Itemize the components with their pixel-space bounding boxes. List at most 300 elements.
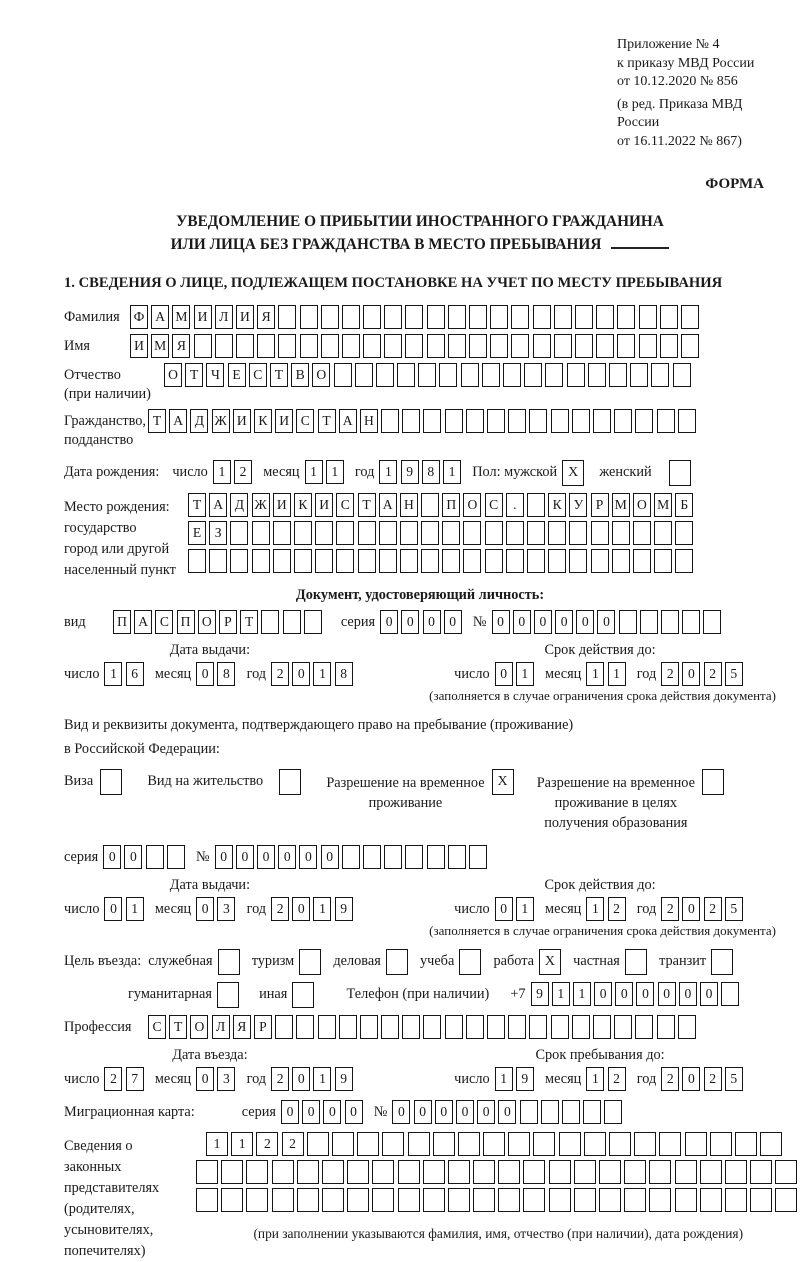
char-box[interactable] (635, 1015, 653, 1039)
char-box[interactable] (675, 1160, 697, 1184)
char-box[interactable]: К (294, 493, 312, 517)
char-box[interactable]: Т (358, 493, 376, 517)
char-box[interactable] (562, 1100, 580, 1124)
char-box[interactable] (402, 1015, 420, 1039)
char-box[interactable]: Р (219, 610, 237, 634)
char-box[interactable] (100, 769, 122, 795)
char-box[interactable]: Л (215, 305, 233, 329)
char-box[interactable] (357, 1132, 379, 1156)
char-box[interactable]: 0 (444, 610, 462, 634)
char-box[interactable]: Я (233, 1015, 251, 1039)
char-box[interactable] (294, 521, 312, 545)
char-box[interactable] (427, 845, 445, 869)
char-box[interactable] (363, 334, 381, 358)
char-box[interactable]: 1 (379, 460, 397, 484)
char-box[interactable]: М (612, 493, 630, 517)
char-box[interactable]: 2 (704, 1067, 722, 1091)
char-box[interactable]: 9 (401, 460, 419, 484)
char-box[interactable] (725, 1160, 747, 1184)
char-box[interactable]: 0 (299, 845, 317, 869)
char-box[interactable] (700, 1160, 722, 1184)
char-box[interactable]: Ж (212, 409, 230, 433)
char-box[interactable] (617, 334, 635, 358)
char-box[interactable]: Т (240, 610, 258, 634)
char-box[interactable]: 0 (682, 662, 700, 686)
char-box[interactable] (194, 334, 212, 358)
char-box[interactable] (548, 549, 566, 573)
char-box[interactable]: 2 (282, 1132, 304, 1156)
char-box[interactable]: 0 (435, 1100, 453, 1124)
char-box[interactable]: С (155, 610, 173, 634)
char-box[interactable] (278, 305, 296, 329)
char-box[interactable] (640, 610, 658, 634)
char-box[interactable] (639, 305, 657, 329)
char-box[interactable]: Т (270, 363, 288, 387)
char-box[interactable] (678, 409, 696, 433)
char-box[interactable] (146, 845, 164, 869)
char-box[interactable] (358, 521, 376, 545)
char-box[interactable]: 1 (126, 897, 144, 921)
char-box[interactable] (218, 949, 240, 975)
char-box[interactable] (273, 549, 291, 573)
char-box[interactable]: 8 (217, 662, 235, 686)
char-box[interactable] (750, 1160, 772, 1184)
char-box[interactable]: 0 (495, 897, 513, 921)
char-box[interactable] (660, 334, 678, 358)
char-box[interactable] (332, 1132, 354, 1156)
char-box[interactable] (545, 363, 563, 387)
char-box[interactable] (230, 549, 248, 573)
char-box[interactable]: X (562, 460, 584, 486)
char-box[interactable]: 1 (326, 460, 344, 484)
char-box[interactable]: М (151, 334, 169, 358)
char-box[interactable]: 0 (278, 845, 296, 869)
char-box[interactable]: И (273, 493, 291, 517)
char-box[interactable] (673, 363, 691, 387)
char-box[interactable]: 0 (682, 897, 700, 921)
char-box[interactable] (651, 363, 669, 387)
char-box[interactable]: 2 (256, 1132, 278, 1156)
char-box[interactable]: О (164, 363, 182, 387)
char-box[interactable] (167, 845, 185, 869)
char-box[interactable] (246, 1188, 268, 1212)
char-box[interactable] (775, 1160, 797, 1184)
char-box[interactable] (599, 1160, 621, 1184)
char-box[interactable]: 0 (292, 662, 310, 686)
char-box[interactable] (599, 1188, 621, 1212)
char-box[interactable] (702, 769, 724, 795)
char-box[interactable] (347, 1160, 369, 1184)
char-box[interactable]: 2 (661, 897, 679, 921)
char-box[interactable] (511, 305, 529, 329)
char-box[interactable] (236, 334, 254, 358)
char-box[interactable] (572, 1015, 590, 1039)
char-box[interactable] (572, 409, 590, 433)
char-box[interactable] (405, 845, 423, 869)
char-box[interactable]: . (506, 493, 524, 517)
char-box[interactable]: 0 (477, 1100, 495, 1124)
char-box[interactable] (423, 409, 441, 433)
char-box[interactable] (654, 521, 672, 545)
char-box[interactable]: К (254, 409, 272, 433)
char-box[interactable]: 0 (236, 845, 254, 869)
char-box[interactable]: Б (675, 493, 693, 517)
char-box[interactable]: 0 (292, 1067, 310, 1091)
char-box[interactable] (217, 982, 239, 1008)
char-box[interactable] (466, 1015, 484, 1039)
char-box[interactable]: 0 (103, 845, 121, 869)
char-box[interactable]: З (209, 521, 227, 545)
char-box[interactable]: 0 (682, 1067, 700, 1091)
char-box[interactable]: М (654, 493, 672, 517)
char-box[interactable]: 0 (345, 1100, 363, 1124)
char-box[interactable] (448, 845, 466, 869)
char-box[interactable]: 0 (321, 845, 339, 869)
char-box[interactable] (619, 610, 637, 634)
char-box[interactable]: Р (591, 493, 609, 517)
char-box[interactable] (448, 1160, 470, 1184)
char-box[interactable]: Н (400, 493, 418, 517)
char-box[interactable]: 0 (658, 982, 676, 1006)
char-box[interactable] (275, 1015, 293, 1039)
char-box[interactable]: 0 (423, 610, 441, 634)
char-box[interactable] (633, 521, 651, 545)
char-box[interactable] (604, 1100, 622, 1124)
char-box[interactable] (487, 409, 505, 433)
char-box[interactable]: 1 (313, 1067, 331, 1091)
char-box[interactable] (421, 521, 439, 545)
char-box[interactable] (490, 305, 508, 329)
char-box[interactable] (408, 1132, 430, 1156)
char-box[interactable]: 2 (271, 662, 289, 686)
char-box[interactable] (614, 409, 632, 433)
char-box[interactable]: 1 (305, 460, 323, 484)
char-box[interactable] (583, 1100, 601, 1124)
char-box[interactable] (506, 521, 524, 545)
char-box[interactable] (336, 521, 354, 545)
char-box[interactable]: И (194, 305, 212, 329)
char-box[interactable] (469, 845, 487, 869)
char-box[interactable] (612, 549, 630, 573)
char-box[interactable] (551, 1015, 569, 1039)
char-box[interactable] (609, 1132, 631, 1156)
char-box[interactable] (524, 363, 542, 387)
char-box[interactable]: Е (188, 521, 206, 545)
char-box[interactable] (554, 305, 572, 329)
char-box[interactable]: 1 (516, 897, 534, 921)
char-box[interactable] (710, 1132, 732, 1156)
char-box[interactable] (315, 521, 333, 545)
char-box[interactable] (529, 1015, 547, 1039)
char-box[interactable] (660, 305, 678, 329)
char-box[interactable] (649, 1160, 671, 1184)
char-box[interactable] (423, 1188, 445, 1212)
char-box[interactable] (630, 363, 648, 387)
char-box[interactable]: 3 (217, 897, 235, 921)
char-box[interactable]: С (336, 493, 354, 517)
char-box[interactable] (617, 305, 635, 329)
char-box[interactable] (299, 949, 321, 975)
char-box[interactable]: 2 (608, 897, 626, 921)
char-box[interactable] (593, 1015, 611, 1039)
char-box[interactable]: 2 (661, 1067, 679, 1091)
char-box[interactable]: О (633, 493, 651, 517)
char-box[interactable] (363, 305, 381, 329)
char-box[interactable]: Т (148, 409, 166, 433)
char-box[interactable] (634, 1132, 656, 1156)
char-box[interactable]: 2 (271, 897, 289, 921)
char-box[interactable] (520, 1100, 538, 1124)
char-box[interactable]: Е (228, 363, 246, 387)
char-box[interactable]: 2 (234, 460, 252, 484)
char-box[interactable]: 0 (513, 610, 531, 634)
char-box[interactable] (469, 305, 487, 329)
char-box[interactable]: А (169, 409, 187, 433)
char-box[interactable] (279, 769, 301, 795)
char-box[interactable]: 0 (597, 610, 615, 634)
char-box[interactable] (508, 409, 526, 433)
char-box[interactable]: 2 (608, 1067, 626, 1091)
char-box[interactable] (588, 363, 606, 387)
char-box[interactable] (322, 1160, 344, 1184)
char-box[interactable]: Ж (252, 493, 270, 517)
char-box[interactable] (458, 1132, 480, 1156)
char-box[interactable] (559, 1132, 581, 1156)
char-box[interactable] (473, 1160, 495, 1184)
char-box[interactable] (700, 1188, 722, 1212)
char-box[interactable] (261, 610, 279, 634)
char-box[interactable] (322, 1188, 344, 1212)
char-box[interactable]: Д (190, 409, 208, 433)
char-box[interactable] (554, 334, 572, 358)
char-box[interactable]: 1 (313, 897, 331, 921)
char-box[interactable] (498, 1188, 520, 1212)
char-box[interactable] (342, 845, 360, 869)
char-box[interactable]: Т (169, 1015, 187, 1039)
char-box[interactable]: Р (254, 1015, 272, 1039)
char-box[interactable]: 0 (576, 610, 594, 634)
char-box[interactable]: 0 (401, 610, 419, 634)
char-box[interactable] (321, 334, 339, 358)
char-box[interactable]: 2 (661, 662, 679, 686)
char-box[interactable]: 0 (492, 610, 510, 634)
char-box[interactable]: 0 (302, 1100, 320, 1124)
char-box[interactable]: Т (185, 363, 203, 387)
char-box[interactable] (527, 521, 545, 545)
char-box[interactable] (300, 334, 318, 358)
char-box[interactable]: 3 (217, 1067, 235, 1091)
char-box[interactable] (639, 334, 657, 358)
char-box[interactable] (609, 363, 627, 387)
char-box[interactable] (659, 1132, 681, 1156)
char-box[interactable] (379, 549, 397, 573)
char-box[interactable] (398, 1160, 420, 1184)
char-box[interactable]: 1 (213, 460, 231, 484)
char-box[interactable] (300, 305, 318, 329)
char-box[interactable] (283, 610, 301, 634)
char-box[interactable]: А (209, 493, 227, 517)
char-box[interactable] (246, 1160, 268, 1184)
char-box[interactable] (448, 334, 466, 358)
char-box[interactable] (433, 1132, 455, 1156)
char-box[interactable] (574, 1160, 596, 1184)
char-box[interactable] (508, 1015, 526, 1039)
char-box[interactable] (675, 521, 693, 545)
char-box[interactable]: 0 (257, 845, 275, 869)
char-box[interactable]: А (134, 610, 152, 634)
char-box[interactable]: 0 (679, 982, 697, 1006)
char-box[interactable]: 1 (552, 982, 570, 1006)
char-box[interactable] (252, 521, 270, 545)
char-box[interactable] (355, 363, 373, 387)
char-box[interactable]: И (130, 334, 148, 358)
char-box[interactable]: Я (172, 334, 190, 358)
char-box[interactable] (292, 982, 314, 1008)
char-box[interactable]: 2 (271, 1067, 289, 1091)
char-box[interactable]: С (249, 363, 267, 387)
char-box[interactable]: Т (318, 409, 336, 433)
char-box[interactable]: 0 (456, 1100, 474, 1124)
char-box[interactable]: 2 (704, 662, 722, 686)
char-box[interactable]: 8 (335, 662, 353, 686)
char-box[interactable] (334, 363, 352, 387)
char-box[interactable]: 0 (495, 662, 513, 686)
char-box[interactable] (196, 1188, 218, 1212)
char-box[interactable] (523, 1160, 545, 1184)
char-box[interactable] (196, 1160, 218, 1184)
char-box[interactable]: 0 (414, 1100, 432, 1124)
char-box[interactable]: 1 (608, 662, 626, 686)
char-box[interactable] (485, 549, 503, 573)
char-box[interactable] (209, 549, 227, 573)
char-box[interactable] (363, 845, 381, 869)
char-box[interactable]: 1 (443, 460, 461, 484)
char-box[interactable]: О (198, 610, 216, 634)
char-box[interactable] (439, 363, 457, 387)
char-box[interactable] (678, 1015, 696, 1039)
char-box[interactable] (381, 409, 399, 433)
char-box[interactable]: У (569, 493, 587, 517)
char-box[interactable]: Л (212, 1015, 230, 1039)
char-box[interactable] (386, 949, 408, 975)
char-box[interactable] (596, 334, 614, 358)
char-box[interactable]: 1 (206, 1132, 228, 1156)
char-box[interactable] (482, 363, 500, 387)
char-box[interactable]: 1 (573, 982, 591, 1006)
char-box[interactable] (257, 334, 275, 358)
char-box[interactable] (423, 1160, 445, 1184)
char-box[interactable] (347, 1188, 369, 1212)
char-box[interactable]: 6 (126, 662, 144, 686)
char-box[interactable]: С (148, 1015, 166, 1039)
char-box[interactable]: 1 (586, 662, 604, 686)
char-box[interactable] (685, 1132, 707, 1156)
char-box[interactable] (575, 334, 593, 358)
char-box[interactable] (614, 1015, 632, 1039)
char-box[interactable] (661, 610, 679, 634)
char-box[interactable] (574, 1188, 596, 1212)
char-box[interactable]: О (190, 1015, 208, 1039)
char-box[interactable] (342, 305, 360, 329)
char-box[interactable]: 5 (725, 897, 743, 921)
char-box[interactable]: Ф (130, 305, 148, 329)
char-box[interactable]: 0 (215, 845, 233, 869)
char-box[interactable]: 2 (104, 1067, 122, 1091)
char-box[interactable] (398, 1188, 420, 1212)
char-box[interactable]: 0 (534, 610, 552, 634)
char-box[interactable] (529, 409, 547, 433)
char-box[interactable]: 0 (104, 897, 122, 921)
char-box[interactable]: 0 (124, 845, 142, 869)
char-box[interactable] (593, 409, 611, 433)
char-box[interactable] (725, 1188, 747, 1212)
char-box[interactable]: А (339, 409, 357, 433)
char-box[interactable] (569, 521, 587, 545)
char-box[interactable]: X (539, 949, 561, 975)
char-box[interactable] (760, 1132, 782, 1156)
char-box[interactable]: 0 (281, 1100, 299, 1124)
char-box[interactable] (273, 521, 291, 545)
char-box[interactable]: О (463, 493, 481, 517)
char-box[interactable]: П (442, 493, 460, 517)
char-box[interactable] (669, 460, 691, 486)
char-box[interactable] (272, 1160, 294, 1184)
char-box[interactable] (487, 1015, 505, 1039)
char-box[interactable] (336, 549, 354, 573)
char-box[interactable] (591, 521, 609, 545)
char-box[interactable]: 0 (594, 982, 612, 1006)
char-box[interactable] (541, 1100, 559, 1124)
char-box[interactable] (307, 1132, 329, 1156)
char-box[interactable]: 0 (323, 1100, 341, 1124)
char-box[interactable] (297, 1160, 319, 1184)
char-box[interactable] (511, 334, 529, 358)
char-box[interactable] (427, 334, 445, 358)
char-box[interactable] (278, 334, 296, 358)
char-box[interactable] (485, 521, 503, 545)
char-box[interactable] (230, 521, 248, 545)
char-box[interactable] (321, 305, 339, 329)
char-box[interactable] (483, 1132, 505, 1156)
char-box[interactable] (215, 334, 233, 358)
char-box[interactable]: 1 (586, 897, 604, 921)
char-box[interactable]: 9 (516, 1067, 534, 1091)
char-box[interactable]: 0 (380, 610, 398, 634)
char-box[interactable]: К (548, 493, 566, 517)
char-box[interactable] (296, 1015, 314, 1039)
char-box[interactable] (575, 305, 593, 329)
char-box[interactable]: 0 (555, 610, 573, 634)
char-box[interactable] (527, 493, 545, 517)
char-box[interactable]: М (172, 305, 190, 329)
char-box[interactable] (612, 521, 630, 545)
char-box[interactable] (533, 305, 551, 329)
char-box[interactable] (469, 334, 487, 358)
char-box[interactable]: 9 (531, 982, 549, 1006)
char-box[interactable]: 1 (495, 1067, 513, 1091)
char-box[interactable] (384, 334, 402, 358)
char-box[interactable]: Я (257, 305, 275, 329)
char-box[interactable] (372, 1160, 394, 1184)
char-box[interactable] (657, 409, 675, 433)
char-box[interactable] (360, 1015, 378, 1039)
char-box[interactable]: П (177, 610, 195, 634)
char-box[interactable] (498, 1160, 520, 1184)
char-box[interactable] (304, 610, 322, 634)
char-box[interactable] (624, 1188, 646, 1212)
char-box[interactable] (400, 521, 418, 545)
char-box[interactable] (625, 949, 647, 975)
